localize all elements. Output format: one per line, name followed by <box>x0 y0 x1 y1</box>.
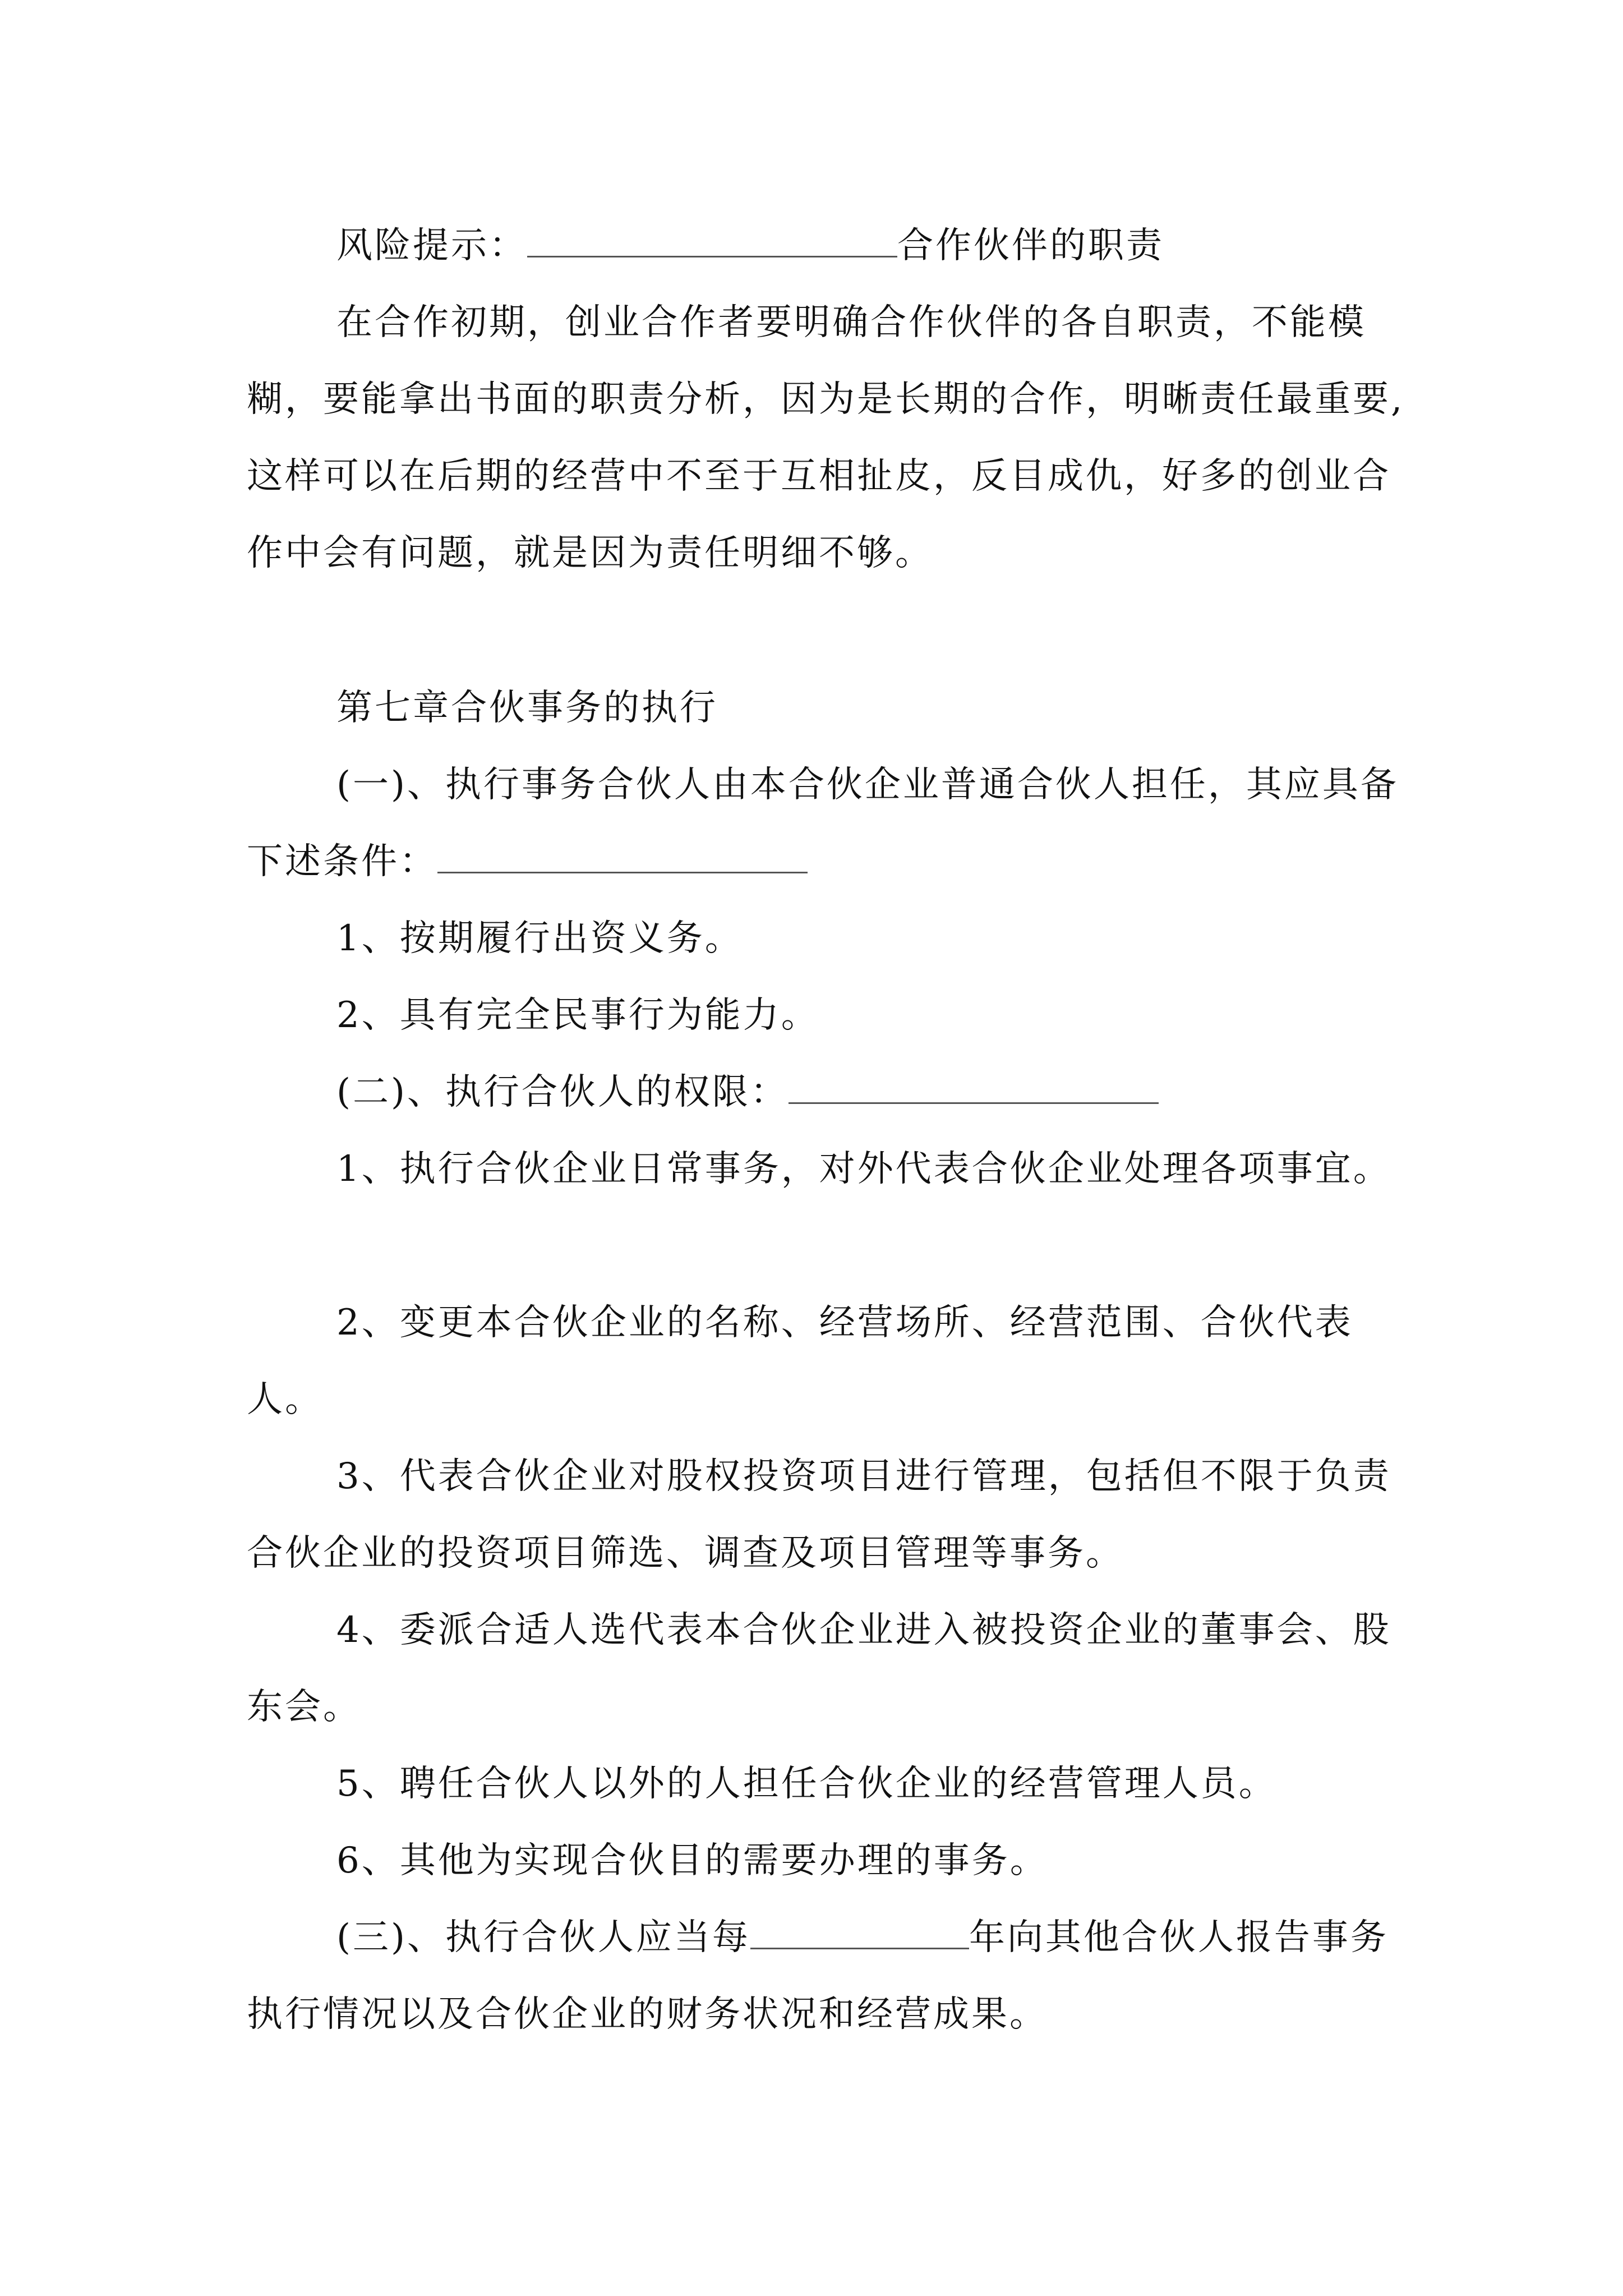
blank-line <box>527 224 897 257</box>
risk-tip-paragraph <box>247 208 1424 284</box>
authority-item: 6、其他为实现合伙目的需要办理的事务。 <box>336 1840 1048 1881</box>
authority-item: 1、执行合伙企业日常事务，对外代表合伙企业处理各项事宜。 <box>336 1148 1391 1190</box>
authority-item: 2、变更本合伙企业的名称、经营场所、经营范围、合伙代表人。 <box>247 1302 1353 1420</box>
clause-three-paragraph <box>247 1899 1424 2053</box>
blank-line <box>437 840 808 873</box>
clause-three-text-start: (三)、执行合伙人应当每 <box>336 1917 750 1958</box>
clause-one-text: (一)、执行事务合伙人由本合伙企业普通合伙人担任，其应具备下述条件： <box>247 764 1399 882</box>
condition-item: 2、具有完全民事行为能力。 <box>336 995 819 1036</box>
authority-item: 5、聘任合伙人以外的人担任合伙企业的经营管理人员。 <box>336 1763 1277 1805</box>
risk-tip-text: 合作伙伴的职责 <box>897 225 1164 266</box>
chapter-heading: 第七章合伙事务的执行 <box>336 687 718 729</box>
authority-item: 4、委派合适人选代表本合伙企业进入被投资企业的董事会、股东会。 <box>247 1609 1391 1728</box>
responsibility-paragraph: 在合作初期，创业合作者要明确合作伙伴的各自职责，不能模糊，要能拿出书面的职责分析，因为是长期的合作，明晰责任最重要,这样可以在后期的经营中不至于互相扯皮，反目成仇，好多的创业合作中会有问题，就是因为责任明细不够。 <box>247 302 1405 574</box>
clause-one-paragraph <box>247 747 1424 900</box>
clause-three-text-end: 年向其他合伙人报告事务执行情况以及合伙企业的财务状况和经营成果。 <box>247 1917 1389 2035</box>
blank-line <box>789 1071 1159 1104</box>
clause-two-text: (二)、执行合伙人的权限： <box>336 1071 789 1113</box>
clause-two-paragraph <box>247 1054 1424 1131</box>
condition-item: 1、按期履行出资义务。 <box>336 918 743 959</box>
blank-line <box>750 1916 969 1949</box>
risk-tip-label: 风险提示： <box>336 225 527 266</box>
authority-item: 3、代表合伙企业对股权投资项目进行管理，包括但不限于负责合伙企业的投资项目筛选、调查及项目管理等事务。 <box>247 1456 1391 1574</box>
